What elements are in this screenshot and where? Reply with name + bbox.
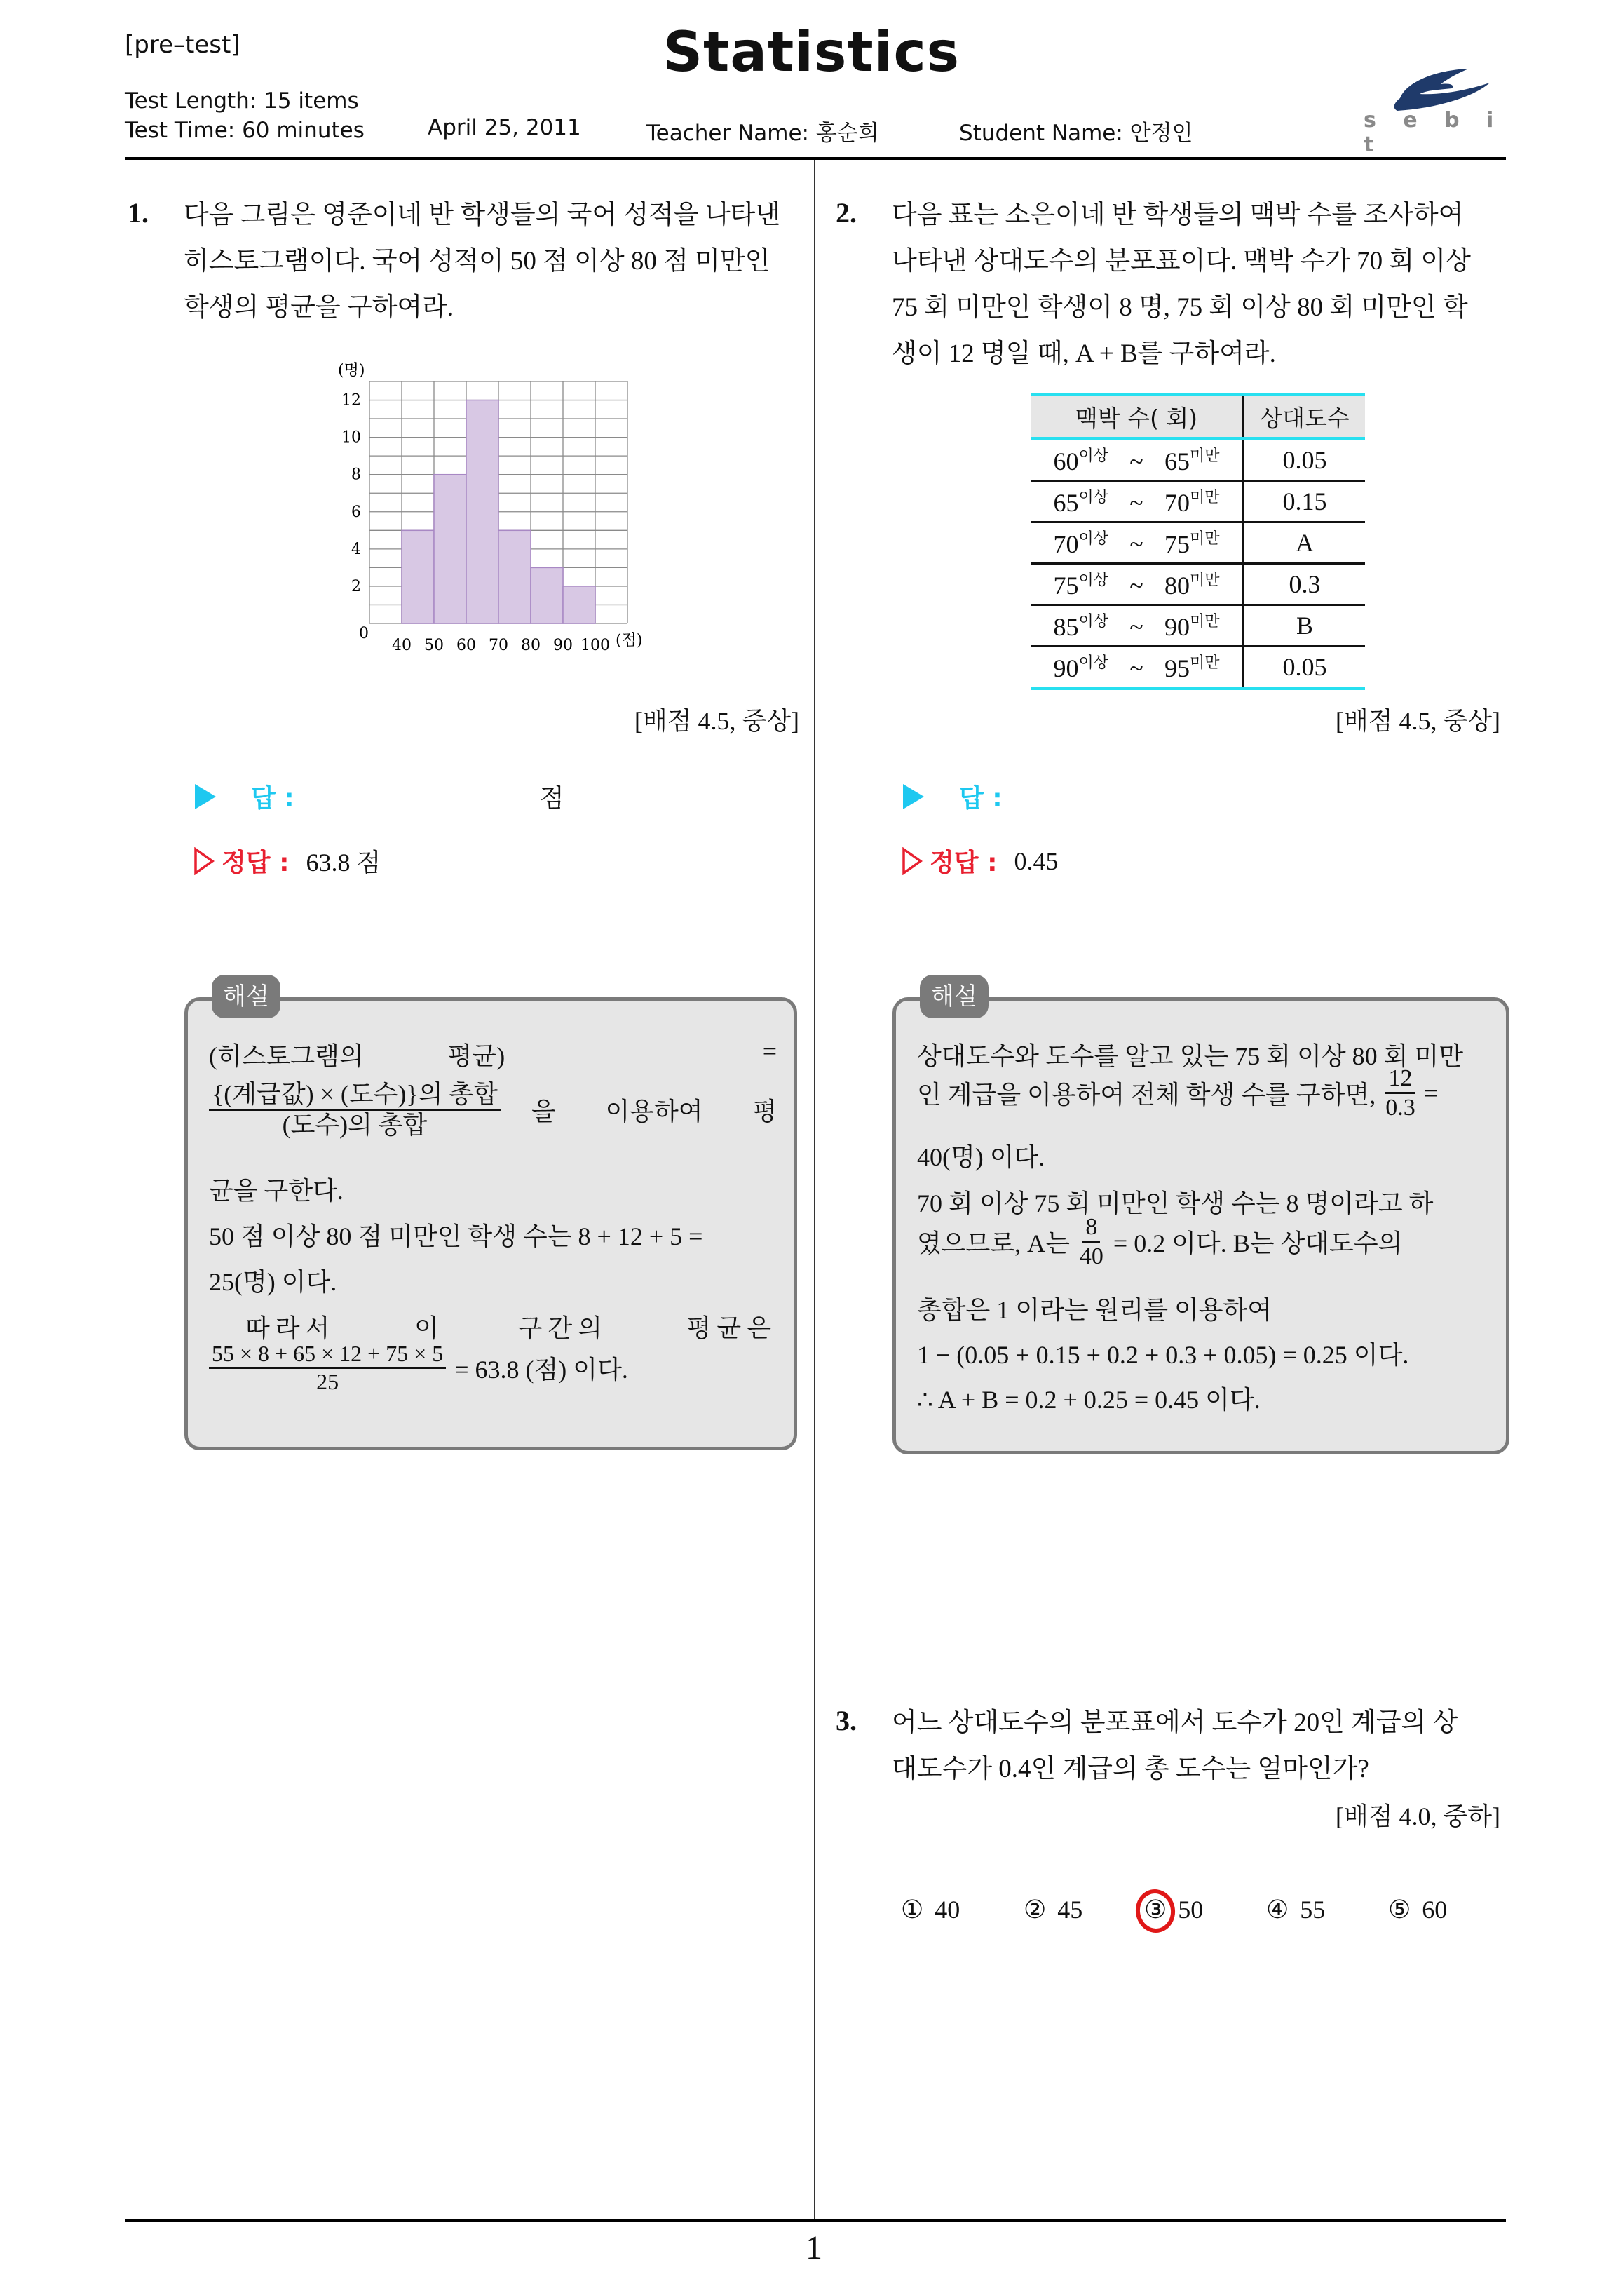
sol-text: 인 계급을 이용하여 전체 학생 수를 구하면, <box>917 1081 1376 1109</box>
histogram-bar-80-90 <box>531 567 563 623</box>
interval-from: 75 <box>1053 572 1079 600</box>
sol-text: = <box>1423 1079 1439 1107</box>
interval-from: 85 <box>1053 613 1079 641</box>
to-suffix: 미만 <box>1190 489 1220 506</box>
q3-number: 3. <box>836 1705 857 1736</box>
footer-rule <box>125 2219 1506 2222</box>
correct-value: 63.8 점 <box>306 849 381 877</box>
sol-text: = 63.8 (점) 이다. <box>454 1355 628 1384</box>
from-suffix: 이상 <box>1078 447 1108 465</box>
x-tick-label: 70 <box>489 637 508 654</box>
histogram-bar-70-80 <box>498 530 531 623</box>
choice-value: 50 <box>1178 1896 1204 1924</box>
q2-sol-fraction-line <box>917 1065 1486 1121</box>
fraction-numerator: 8 <box>1082 1213 1100 1243</box>
x-tick-label: 50 <box>424 637 444 654</box>
y-tick-label: 6 <box>351 503 361 521</box>
sol-text: 을 <box>531 1098 556 1126</box>
y-tick-label: 12 <box>341 391 361 410</box>
sol-text: = <box>762 1037 777 1065</box>
histogram-bar-40-50 <box>402 530 434 623</box>
from-suffix: 이상 <box>1078 572 1108 589</box>
solution-tab: 해설 <box>212 975 280 1018</box>
x-tick-label: 90 <box>553 637 573 654</box>
outline-triangle-icon <box>902 847 923 875</box>
q1-sol-line: 50 점 이상 80 점 미만인 학생 수는 8 + 12 + 5 = <box>209 1222 703 1250</box>
sol-text: 구간의 <box>517 1314 608 1342</box>
sol-text: 평 <box>752 1098 777 1126</box>
sol-text: 따라서 <box>245 1314 336 1342</box>
q1-number: 1. <box>128 197 149 229</box>
choice-mark: ④ <box>1266 1896 1289 1924</box>
q2-text-line: 나타낸 상대도수의 분포표이다. 맥박 수가 70 회 이상 <box>892 247 1471 276</box>
q2-sol-line: 1 − (0.05 + 0.15 + 0.2 + 0.3 + 0.05) = 0.25 이다. <box>917 1341 1409 1369</box>
table-row <box>1031 522 1365 564</box>
choice-mark: ② <box>1024 1896 1047 1924</box>
histogram-y-ticks <box>341 392 361 595</box>
interval-from: 60 <box>1053 447 1079 475</box>
interval-to: 90 <box>1164 613 1190 641</box>
correct-value: 0.45 <box>1014 846 1059 875</box>
student-name: Student Name: 안정인 <box>959 121 1193 146</box>
page-number: 1 <box>806 2229 822 2267</box>
y-tick-label: 4 <box>351 540 361 558</box>
q2-sol-line: ∴ A + B = 0.2 + 0.25 = 0.45 이다. <box>917 1386 1261 1414</box>
fraction-numerator: {(계급값) × (도수)}의 총합 <box>209 1080 501 1111</box>
q2-answer-input[interactable] <box>1010 781 1276 812</box>
interval-to: 65 <box>1164 447 1190 475</box>
choice-option-2[interactable] <box>1024 1895 1082 1924</box>
q2-text-line: 75 회 미만인 학생이 8 명, 75 회 이상 80 회 미만인 학 <box>892 293 1468 322</box>
correct-label: 정답 : <box>930 849 998 877</box>
q2-sol-line: 총합은 1 이라는 원리를 이용하여 <box>917 1296 1272 1324</box>
sol-text: 였으므로, A는 <box>917 1229 1070 1258</box>
y-tick-label: 10 <box>341 428 361 447</box>
choice-mark: ① <box>901 1896 924 1924</box>
to-suffix: 미만 <box>1190 613 1220 630</box>
sol-text: 평균은 <box>686 1314 777 1342</box>
q1-sol-line <box>245 1309 777 1344</box>
column-header-relative-frequency: 상대도수 <box>1244 395 1366 439</box>
table-row <box>1031 605 1365 647</box>
x-tick-label: 100 <box>580 637 610 654</box>
q1-text-line: 학생의 평균을 구하여라. <box>184 293 454 322</box>
q2-points: [배점 4.5, 중상] <box>1335 707 1500 735</box>
solution-tab: 해설 <box>920 975 989 1018</box>
choice-option-1[interactable] <box>901 1895 960 1924</box>
class-interval-cell <box>1031 564 1244 605</box>
q1-answer-input[interactable] <box>301 781 540 812</box>
to-suffix: 미만 <box>1190 447 1220 465</box>
table-row <box>1031 439 1365 481</box>
sol-text: = 0.2 이다. B는 상대도수의 <box>1113 1229 1403 1258</box>
q1-answer-row <box>195 778 564 814</box>
interval-from: 70 <box>1053 530 1079 558</box>
q2-text-line: 생이 12 명일 때, A + B를 구하여라. <box>892 339 1276 368</box>
relative-frequency-cell: A <box>1244 522 1366 564</box>
from-suffix: 이상 <box>1078 530 1108 548</box>
q3-text-line: 대도수가 0.4인 계급의 총 도수는 얼마인가? <box>892 1755 1369 1783</box>
interval-to: 75 <box>1164 530 1190 558</box>
q2-sol-line: 상대도수와 도수를 알고 있는 75 회 이상 80 회 미만 <box>917 1042 1463 1070</box>
q2-correct-row <box>902 843 1058 879</box>
relative-frequency-cell: 0.05 <box>1244 439 1366 481</box>
test-length: Test Length: 15 items <box>125 88 359 114</box>
choice-mark: ③ <box>1144 1896 1167 1924</box>
mean-formula-fraction <box>209 1080 501 1140</box>
answer-label: 답 : <box>959 784 1003 813</box>
q1-text <box>184 192 780 331</box>
choice-value: 55 <box>1300 1896 1326 1924</box>
x-tick-label: 60 <box>456 637 476 654</box>
q1-sol-line: 균을 구한다. <box>209 1177 344 1205</box>
relative-frequency-cell: 0.05 <box>1244 647 1366 689</box>
class-interval-cell <box>1031 481 1244 522</box>
answer-unit: 점 <box>539 784 564 812</box>
total-students-fraction <box>1385 1065 1415 1121</box>
play-triangle-icon <box>195 784 216 809</box>
y-axis-label: (명) <box>338 362 365 379</box>
q2-sol-fraction-line <box>917 1213 1402 1270</box>
fraction-denominator: 0.3 <box>1385 1095 1415 1121</box>
interval-to: 70 <box>1164 489 1190 517</box>
q3-text-line: 어느 상대도수의 분포표에서 도수가 20인 계급의 상 <box>892 1708 1458 1737</box>
class-interval-cell <box>1031 647 1244 689</box>
a-value-fraction <box>1080 1213 1103 1270</box>
logo-text: s e b i t <box>1364 108 1504 157</box>
tilde: ~ <box>1129 572 1143 600</box>
interval-from: 65 <box>1053 489 1079 517</box>
interval-to: 95 <box>1164 654 1190 682</box>
choice-option-5[interactable] <box>1388 1895 1447 1924</box>
page-title: Statistics <box>663 21 960 84</box>
choice-value: 45 <box>1057 1896 1083 1924</box>
q2-text-line: 다음 표는 소은이네 반 학생들의 맥박 수를 조사하여 <box>892 201 1464 229</box>
q1-text-line: 히스토그램이다. 국어 성적이 50 점 이상 80 점 미만인 <box>184 247 770 276</box>
sol-text: (히스토그램의 <box>209 1042 364 1070</box>
class-interval-cell <box>1031 522 1244 564</box>
relative-frequency-cell: 0.3 <box>1244 564 1366 605</box>
table-row <box>1031 564 1365 605</box>
sol-text: 이용하여 <box>605 1098 703 1126</box>
relative-frequency-cell: 0.15 <box>1244 481 1366 522</box>
x-tick-label: 80 <box>521 637 541 654</box>
interval-to: 80 <box>1164 572 1190 600</box>
choice-option-4[interactable] <box>1266 1895 1325 1924</box>
q1-sol-fraction-line <box>209 1341 628 1395</box>
histogram-chart <box>322 351 659 666</box>
q2-sol-line: 40(명) 이다. <box>917 1143 1045 1171</box>
header-rule <box>125 157 1506 160</box>
class-interval-cell <box>1031 605 1244 647</box>
selected-answer-circle <box>1133 1886 1178 1935</box>
relative-frequency-cell: B <box>1244 605 1366 647</box>
table-row <box>1031 481 1365 522</box>
sol-text: 이 <box>414 1314 439 1342</box>
from-suffix: 이상 <box>1078 489 1108 506</box>
table-row <box>1031 647 1365 689</box>
column-divider <box>814 160 815 2222</box>
to-suffix: 미만 <box>1190 572 1220 589</box>
y-tick-label: 8 <box>351 466 361 484</box>
q1-text-line: 다음 그림은 영준이네 반 학생들의 국어 성적을 나타낸 <box>184 201 781 229</box>
q1-sol-line: 25(명) 이다. <box>209 1268 337 1296</box>
q3-text <box>892 1700 1458 1792</box>
from-suffix: 이상 <box>1078 613 1108 630</box>
fraction-denominator: 40 <box>1079 1243 1103 1270</box>
choice-value: 60 <box>1422 1896 1448 1924</box>
q1-correct-row <box>193 843 381 879</box>
table-header-row <box>1031 395 1365 439</box>
test-date: April 25, 2011 <box>428 115 581 140</box>
to-suffix: 미만 <box>1190 530 1220 548</box>
q1-sol-fraction-line <box>209 1080 777 1140</box>
outline-triangle-icon <box>193 847 215 875</box>
x-tick-label: 40 <box>392 637 412 654</box>
tilde: ~ <box>1129 613 1143 641</box>
choice-mark: ⑤ <box>1388 1896 1411 1924</box>
histogram-bar-50-60 <box>434 475 466 623</box>
column-header-pulse: 맥박 수( 회) <box>1031 395 1244 439</box>
histogram-x-ticks <box>392 637 610 654</box>
interval-from: 90 <box>1053 654 1079 682</box>
from-suffix: 이상 <box>1078 654 1108 672</box>
tilde: ~ <box>1129 489 1143 517</box>
sebit-logo <box>1364 55 1511 157</box>
test-type-tag: [pre–test] <box>125 31 240 59</box>
q2-answer-row <box>903 778 1276 814</box>
relative-frequency-table <box>1031 393 1365 690</box>
choice-value: 40 <box>935 1896 960 1924</box>
fraction-numerator: 12 <box>1385 1065 1415 1094</box>
histogram-bar-60-70 <box>466 400 498 623</box>
mean-calc-fraction <box>209 1341 446 1395</box>
correct-label: 정답 : <box>222 849 290 877</box>
class-interval-cell <box>1031 439 1244 481</box>
x-axis-label: (점) <box>616 632 643 649</box>
q1-sol-line <box>209 1036 777 1072</box>
fraction-denominator: (도수)의 총합 <box>282 1111 428 1140</box>
tilde: ~ <box>1129 530 1143 558</box>
q2-sol-line: 70 회 이상 75 회 미만인 학생 수는 8 명이라고 하 <box>917 1189 1434 1217</box>
fraction-numerator: 55 × 8 + 65 × 12 + 75 × 5 <box>209 1341 446 1369</box>
to-suffix: 미만 <box>1190 654 1220 672</box>
q1-points: [배점 4.5, 중상] <box>634 707 799 735</box>
histogram-bar-90-100 <box>563 586 595 623</box>
q3-points: [배점 4.0, 중하] <box>1335 1802 1500 1830</box>
teacher-name: Teacher Name: 홍순희 <box>646 121 879 146</box>
sol-text: 평균) <box>447 1042 505 1070</box>
origin-label: 0 <box>359 625 369 642</box>
tilde: ~ <box>1129 654 1143 682</box>
fraction-denominator: 25 <box>316 1368 339 1394</box>
y-tick-label: 2 <box>351 577 361 595</box>
tilde: ~ <box>1129 447 1143 475</box>
q2-number: 2. <box>836 197 857 229</box>
test-time: Test Time: 60 minutes <box>125 118 365 143</box>
play-triangle-icon <box>903 784 924 809</box>
q2-text <box>892 192 1471 377</box>
answer-label: 답 : <box>251 784 294 813</box>
